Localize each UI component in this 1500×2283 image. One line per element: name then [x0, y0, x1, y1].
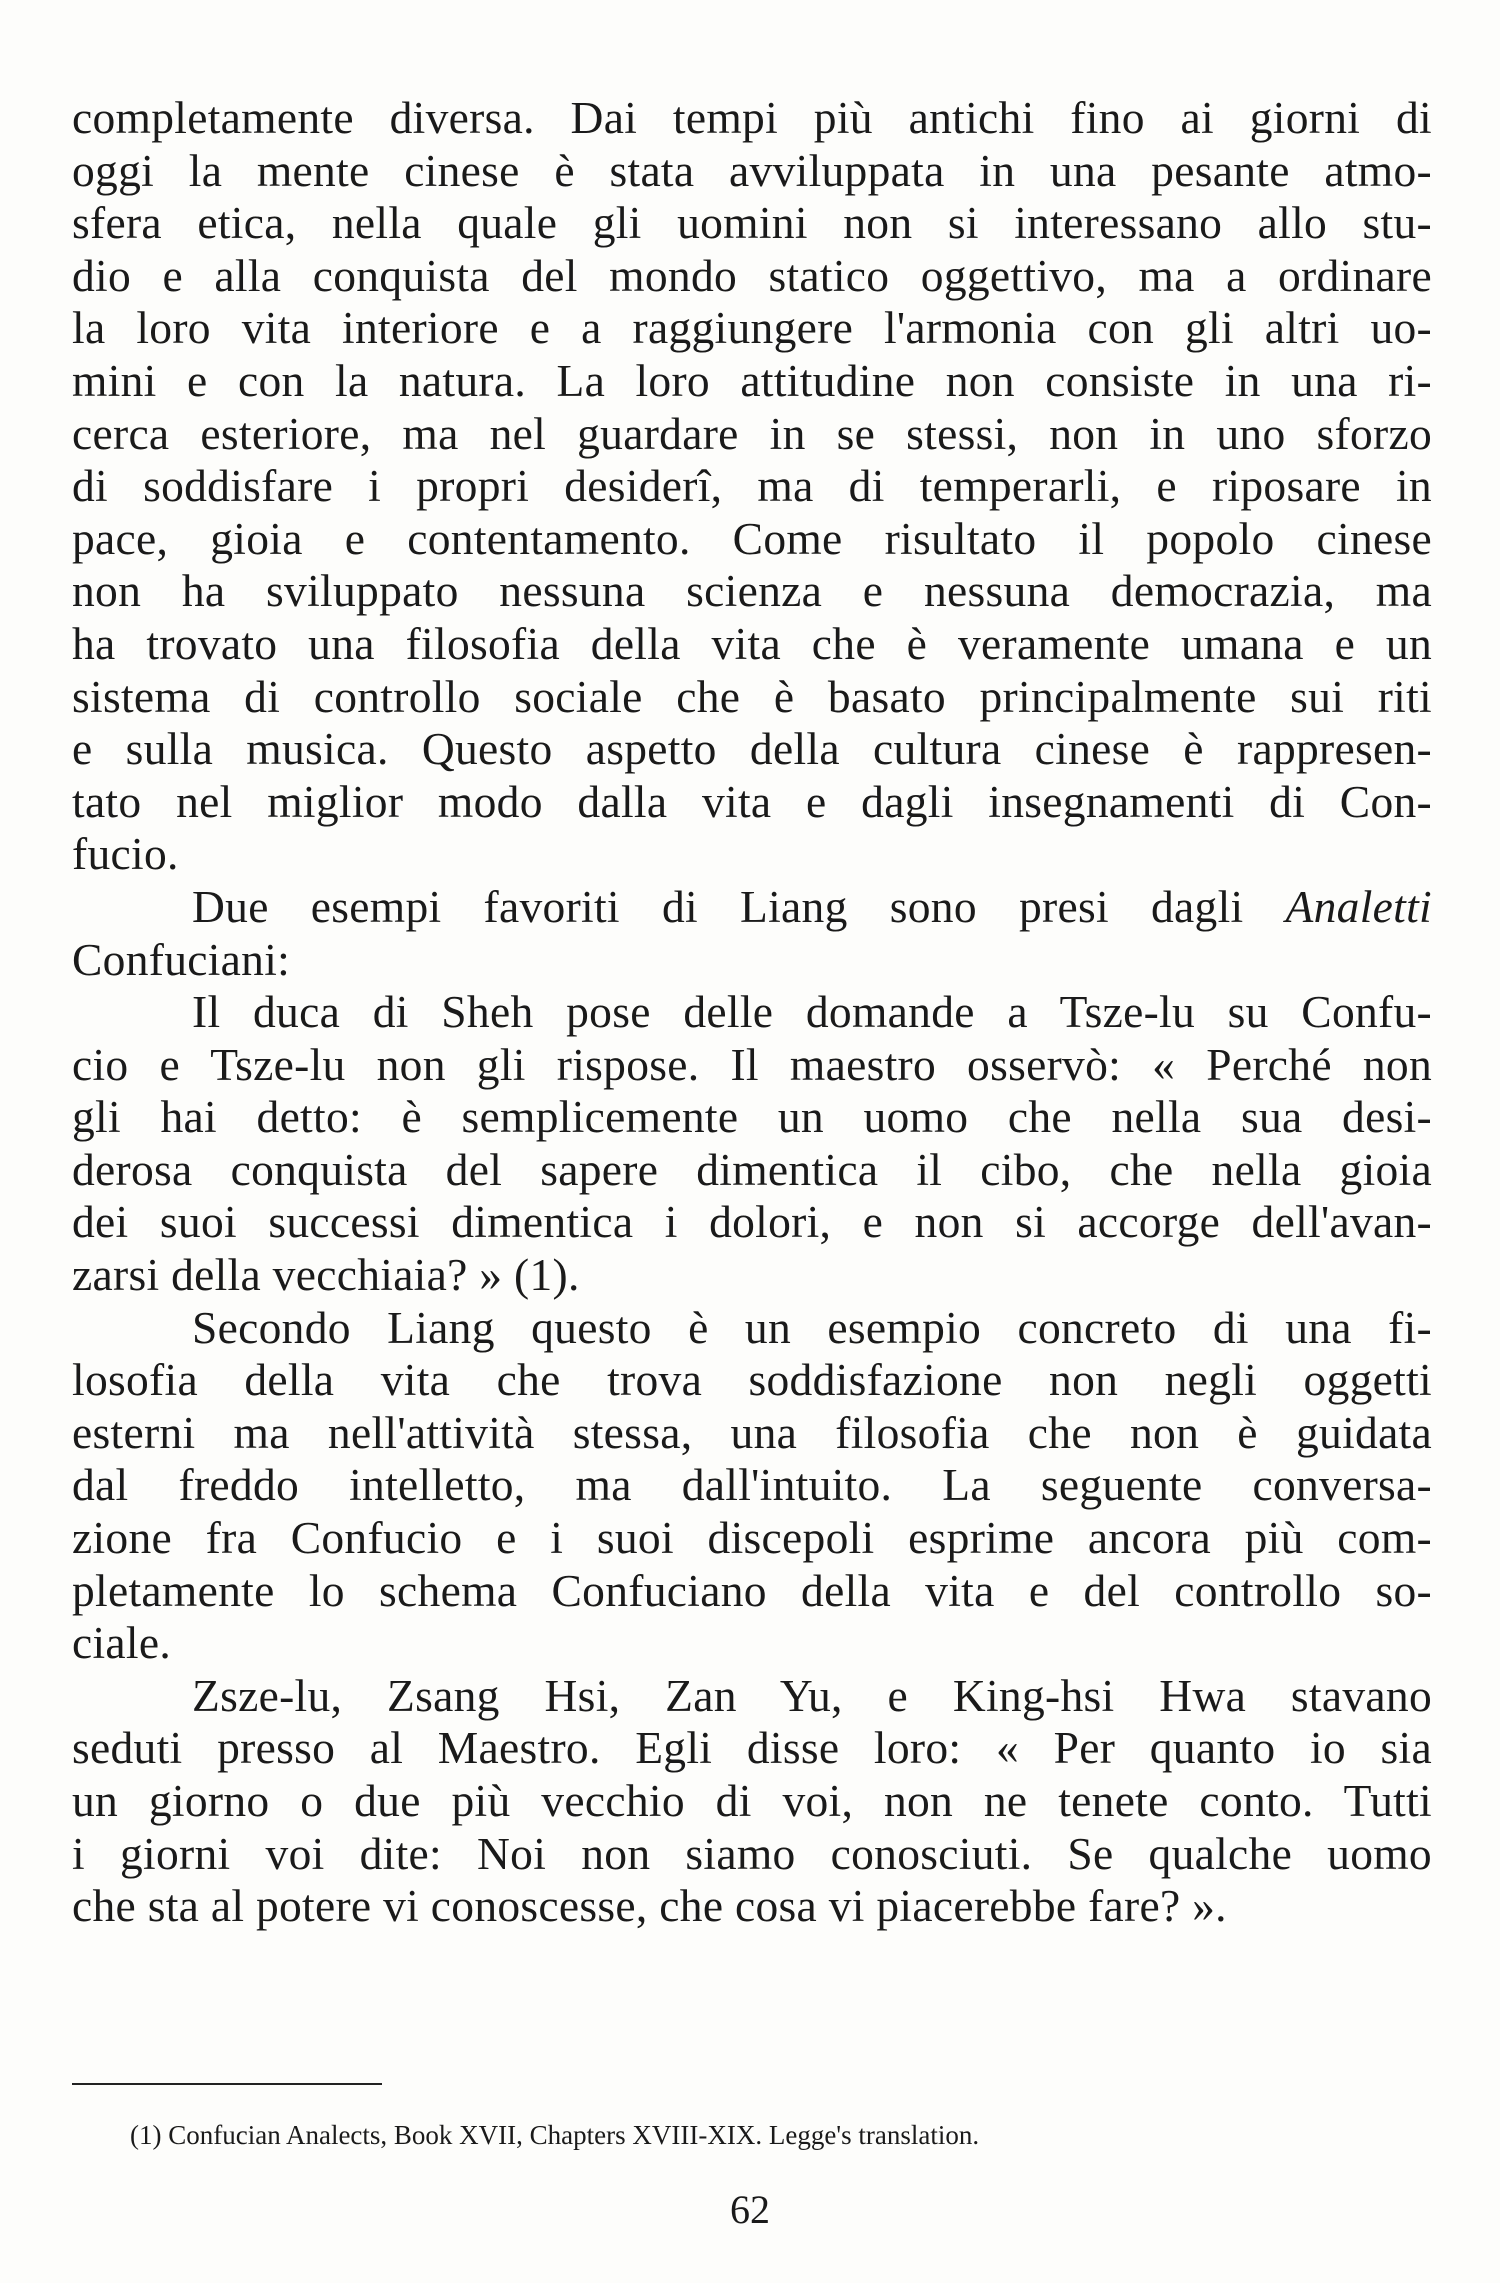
text-line: oggi la mente cinese è stata avviluppata in una pesante atmo- [72, 144, 1432, 196]
quote-line: cio e Tsze-lu non gli rispose. Il maestro osservò: « Perché non [72, 1038, 1432, 1090]
text-line: cerca esteriore, ma nel guardare in se stessi, non in uno sforzo [72, 407, 1432, 459]
text-line: Confuciani: [72, 933, 291, 985]
text-line: pletamente lo schema Confuciano della vita e del controllo so- [72, 1564, 1432, 1616]
footnote-divider [72, 2083, 382, 2085]
text-line: ha trovato una filosofia della vita che è veramente umana e un [72, 617, 1432, 669]
quote-line: un giorno o due più vecchio di voi, non ne tenete conto. Tutti [72, 1775, 1432, 1826]
quote-line: dei suoi successi dimentica i dolori, e non si accorge dell'avan- [72, 1196, 1432, 1248]
quote-line: Il duca di Sheh pose delle domande a Tsze-lu su Confu- [192, 986, 1432, 1038]
text-line: la loro vita interiore e a raggiungere l'armonia con gli altri uo- [72, 302, 1432, 354]
text-line: non ha sviluppato nessuna scienza e nessuna democrazia, ma [72, 565, 1432, 617]
quote-line: i giorni voi dite: Noi non siamo conosciuti. Se qualche uomo [72, 1827, 1432, 1879]
text-line: sfera etica, nella quale gli uomini non si interessano allo stu- [72, 197, 1432, 249]
text-line: pace, gioia e contentamento. Come risultato il popolo cinese [72, 512, 1432, 564]
text-line: ciale. [72, 1617, 172, 1669]
quote-line: che sta al potere vi conoscesse, che cosa vi piacerebbe fare? ». [72, 1880, 1227, 1932]
body-text [72, 92, 1432, 1933]
text-line: zione fra Confucio e i suoi discepoli esprime ancora più com- [72, 1512, 1432, 1564]
quote-line: seduti presso al Maestro. Egli disse loro: « Per quanto io sia [72, 1722, 1432, 1774]
text-segment: Due esempi favoriti di Liang sono presi dagli [192, 880, 1286, 932]
text-line [72, 881, 1432, 934]
quote-line: zarsi della vecchiaia? » (1). [72, 1249, 580, 1301]
text-line: fucio. [72, 828, 179, 880]
text-line: sistema di controllo sociale che è basato principalmente sui riti [72, 670, 1432, 722]
page-number: 62 [730, 2187, 770, 2232]
text-line: di soddisfare i propri desiderî, ma di temperarli, e riposare in [72, 460, 1432, 512]
footnote: (1) Confucian Analects, Book XVII, Chapters XVIII-XIX. Legge's translation. [130, 2120, 980, 2150]
text-line: dal freddo intelletto, ma dall'intuito. La seguente conversa- [72, 1459, 1432, 1511]
text-line: losofia della vita che trova soddisfazione non negli oggetti [72, 1354, 1432, 1406]
text-line: e sulla musica. Questo aspetto della cultura cinese è rappresen- [72, 723, 1432, 775]
text-line: mini e con la natura. La loro attitudine non consiste in una ri- [72, 354, 1432, 406]
quote-line: gli hai detto: è semplicemente un uomo che nella sua desi- [72, 1091, 1432, 1143]
quote-line: derosa conquista del sapere dimentica il cibo, che nella gioia [72, 1143, 1432, 1195]
text-line: dio e alla conquista del mondo statico oggettivo, ma a ordinare [72, 249, 1432, 301]
text-line: Secondo Liang questo è un esempio concreto di una fi- [192, 1301, 1432, 1353]
quote-line: Zsze-lu, Zsang Hsi, Zan Yu, e King-hsi Hwa stavano [192, 1669, 1432, 1721]
text-line: completamente diversa. Dai tempi più antichi fino ai giorni di [72, 92, 1432, 143]
text-line: tato nel miglior modo dalla vita e dagli insegnamenti di Con- [72, 775, 1432, 827]
italic-title: Analetti [1285, 880, 1432, 932]
text-line: esterni ma nell'attività stessa, una filosofia che non è guidata [72, 1406, 1432, 1458]
